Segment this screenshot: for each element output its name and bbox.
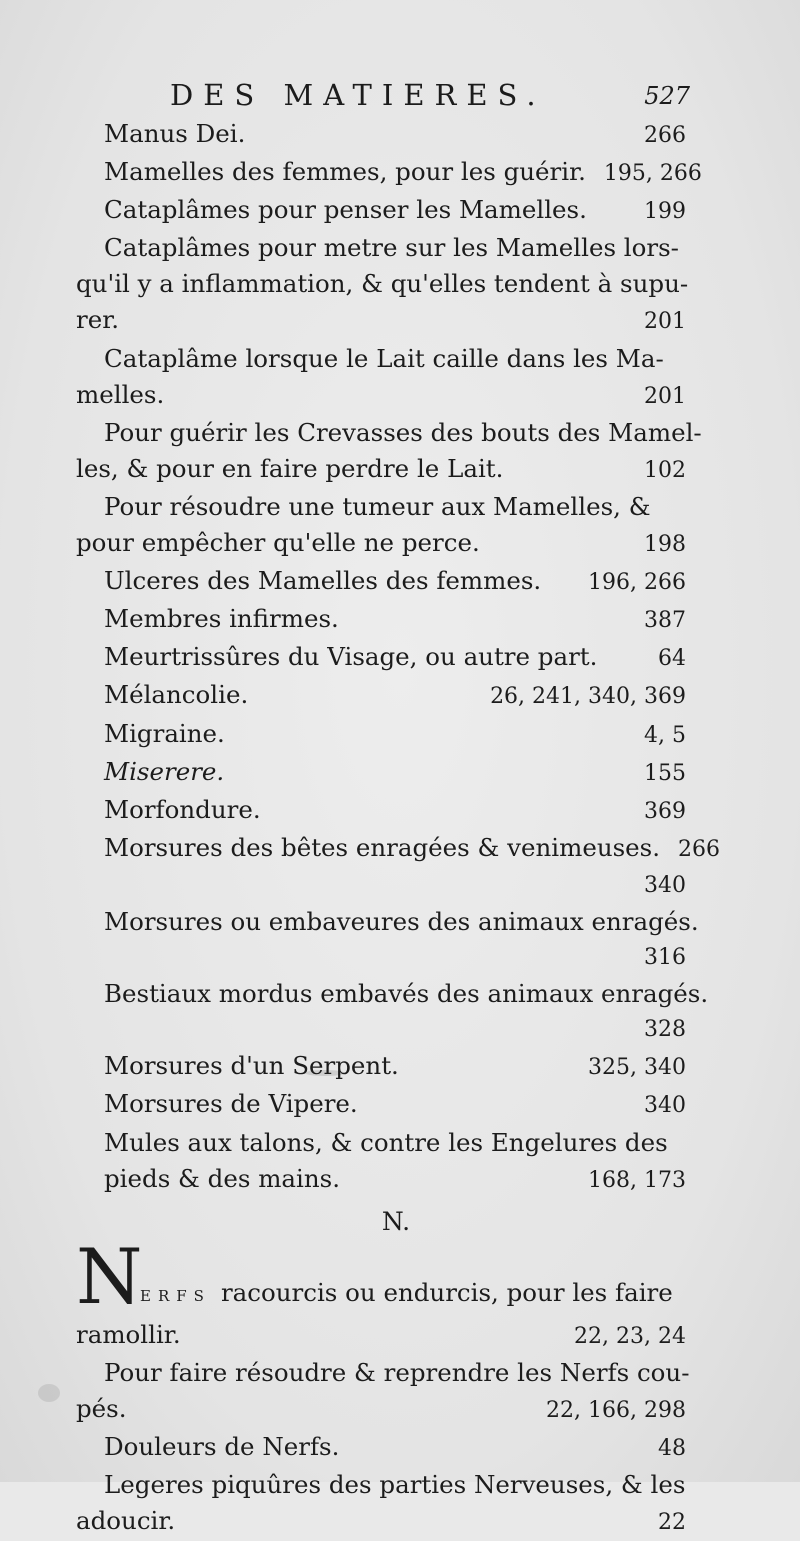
entry-text: Cataplâmes pour penser les Mamelles.: [104, 195, 587, 225]
entry-pages: 22, 166, 298: [546, 1397, 686, 1423]
entry-smallcaps: ERFS: [140, 1286, 211, 1305]
entry-text: Morsures des bêtes enragées & venimeuses.: [104, 832, 661, 862]
entry-text: Bestiaux mordus embavés des animaux enragés.: [104, 979, 709, 1009]
entry-text: Mules aux talons, & contre les Engelures des: [104, 1127, 668, 1157]
index-entry: [76, 415, 702, 451]
entry-text: melles.: [76, 379, 165, 409]
entry-text: Miserere.: [104, 756, 225, 786]
entry-text: rer.: [76, 305, 120, 335]
entry-text: qu'il y a inflammation, & qu'elles tendent à supu-: [76, 269, 689, 299]
entry-pages: 168, 173: [588, 1167, 686, 1193]
entry-pages: 266: [678, 836, 721, 862]
entry-text: Cataplâmes pour metre sur les Mamelles lors-: [104, 233, 679, 263]
index-entry-continued: [76, 377, 686, 415]
index-content: [76, 116, 721, 1541]
entry-text: Morfondure.: [104, 794, 261, 824]
entry-text: pour empêcher qu'elle ne perce.: [76, 528, 480, 558]
entry-pages: 340: [644, 1093, 686, 1119]
index-entry-continued: [76, 266, 689, 302]
entry-text: Pour résoudre une tumeur aux Mamelles, &: [104, 491, 651, 521]
entry-text: Pour faire résoudre & reprendre les Nerfs cou-: [104, 1357, 690, 1387]
entry-text: [140, 1275, 673, 1314]
entry-text: Mélancolie.: [104, 680, 249, 710]
index-entry: [76, 1125, 686, 1161]
entry-text: Meurtrissûres du Visage, ou autre part.: [104, 642, 598, 672]
index-entry: [76, 639, 686, 677]
index-entry: [76, 116, 686, 154]
index-entry: [76, 1048, 686, 1086]
index-entry: [76, 489, 686, 525]
index-entry: [76, 677, 686, 715]
entry-text: Mamelles des femmes, pour les guérir.: [104, 157, 586, 187]
entry-pages: 22, 23, 24: [574, 1323, 686, 1349]
paper-stain: [38, 1384, 60, 1402]
entry-first-line: [140, 1275, 686, 1314]
index-entry-continued: [76, 451, 686, 489]
entry-pages-overflow: 328: [644, 1017, 686, 1043]
entry-pages: 195, 266: [603, 161, 702, 187]
index-entry-continued: [76, 1317, 686, 1355]
index-entry: [76, 976, 709, 1012]
entry-pages: 4, 5: [644, 722, 686, 748]
index-entry: [76, 904, 699, 940]
drop-cap: N: [76, 1231, 143, 1321]
entry-pages: 199: [644, 199, 686, 225]
index-entry: [76, 754, 686, 792]
index-group-m1: [76, 116, 702, 230]
entry-pages: 196, 266: [588, 570, 686, 596]
entry-text: adoucir.: [76, 1506, 176, 1536]
entry-text: les, & pour en faire perdre le Lait.: [76, 453, 504, 483]
index-entry-continued: [76, 525, 686, 563]
entry-text: Ulceres des Mamelles des femmes.: [104, 566, 542, 596]
entry-pages: 26, 241, 340, 369: [490, 684, 686, 710]
page-number: 527: [644, 82, 690, 110]
entry-pages: 201: [644, 309, 686, 335]
index-entry: [76, 1467, 686, 1503]
entry-pages: 201: [644, 383, 686, 409]
entry-text: Morsures de Vipere.: [104, 1089, 358, 1119]
entry-pages: 102: [644, 457, 686, 483]
index-entry: [76, 1086, 686, 1124]
entry-pages: 22: [658, 1510, 686, 1536]
index-group-m2: [76, 563, 686, 830]
entry-pages: 155: [644, 760, 686, 786]
index-entry-continued: [76, 302, 686, 340]
entry-text: pieds & des mains.: [104, 1163, 341, 1193]
index-entry: [76, 154, 702, 192]
entry-pages: 387: [644, 608, 686, 634]
section-letter: N.: [381, 1206, 411, 1236]
index-entry: [76, 1429, 686, 1467]
entry-text: Douleurs de Nerfs.: [104, 1432, 340, 1461]
index-entry: [76, 792, 686, 830]
entry-text: Membres infirmes.: [104, 604, 339, 634]
entry-pages: 198: [644, 532, 686, 558]
index-entry: [76, 716, 686, 754]
index-entry: [76, 1355, 690, 1391]
index-entry-continued: [76, 1391, 686, 1429]
entry-text: Legeres piquûres des parties Nerveuses, & les: [104, 1470, 686, 1500]
index-entry-continued: [76, 1161, 686, 1199]
index-entry: [76, 192, 686, 230]
entry-text: pés.: [76, 1393, 127, 1423]
header-title: DES MATIERES.: [170, 78, 546, 112]
entry-text: Cataplâme lorsque le Lait caille dans les Ma-: [104, 343, 664, 373]
index-entry: [76, 830, 721, 868]
entry-text: ramollir.: [76, 1319, 181, 1349]
index-group-m3: [76, 1048, 686, 1124]
index-entry: [76, 230, 686, 266]
entry-pages-overflow: 316: [644, 945, 686, 971]
entry-text: Morsures ou embaveures des animaux enragés.: [104, 906, 699, 936]
index-entry-continued: [76, 1503, 686, 1541]
entry-text: Morsures d'un Serpent.: [104, 1051, 399, 1081]
index-entry: [76, 563, 686, 601]
entry-text: Manus Dei.: [104, 119, 246, 148]
index-entry: [76, 601, 686, 639]
entry-pages: 48: [658, 1436, 686, 1461]
entry-pages: 369: [644, 798, 686, 824]
entry-pages: 64: [658, 646, 686, 672]
entry-pages: 325, 340: [588, 1055, 686, 1081]
entry-pages-overflow: 340: [644, 872, 686, 898]
index-entry: [76, 341, 686, 377]
entry-text-rest: racourcis ou endurcis, pour les faire: [220, 1277, 673, 1307]
entry-text: Migraine.: [104, 718, 225, 748]
index-entry-dropcap: [76, 1231, 686, 1321]
entry-text: Pour guérir les Crevasses des bouts des Mamel-: [104, 417, 702, 447]
entry-pages: 266: [644, 123, 686, 148]
